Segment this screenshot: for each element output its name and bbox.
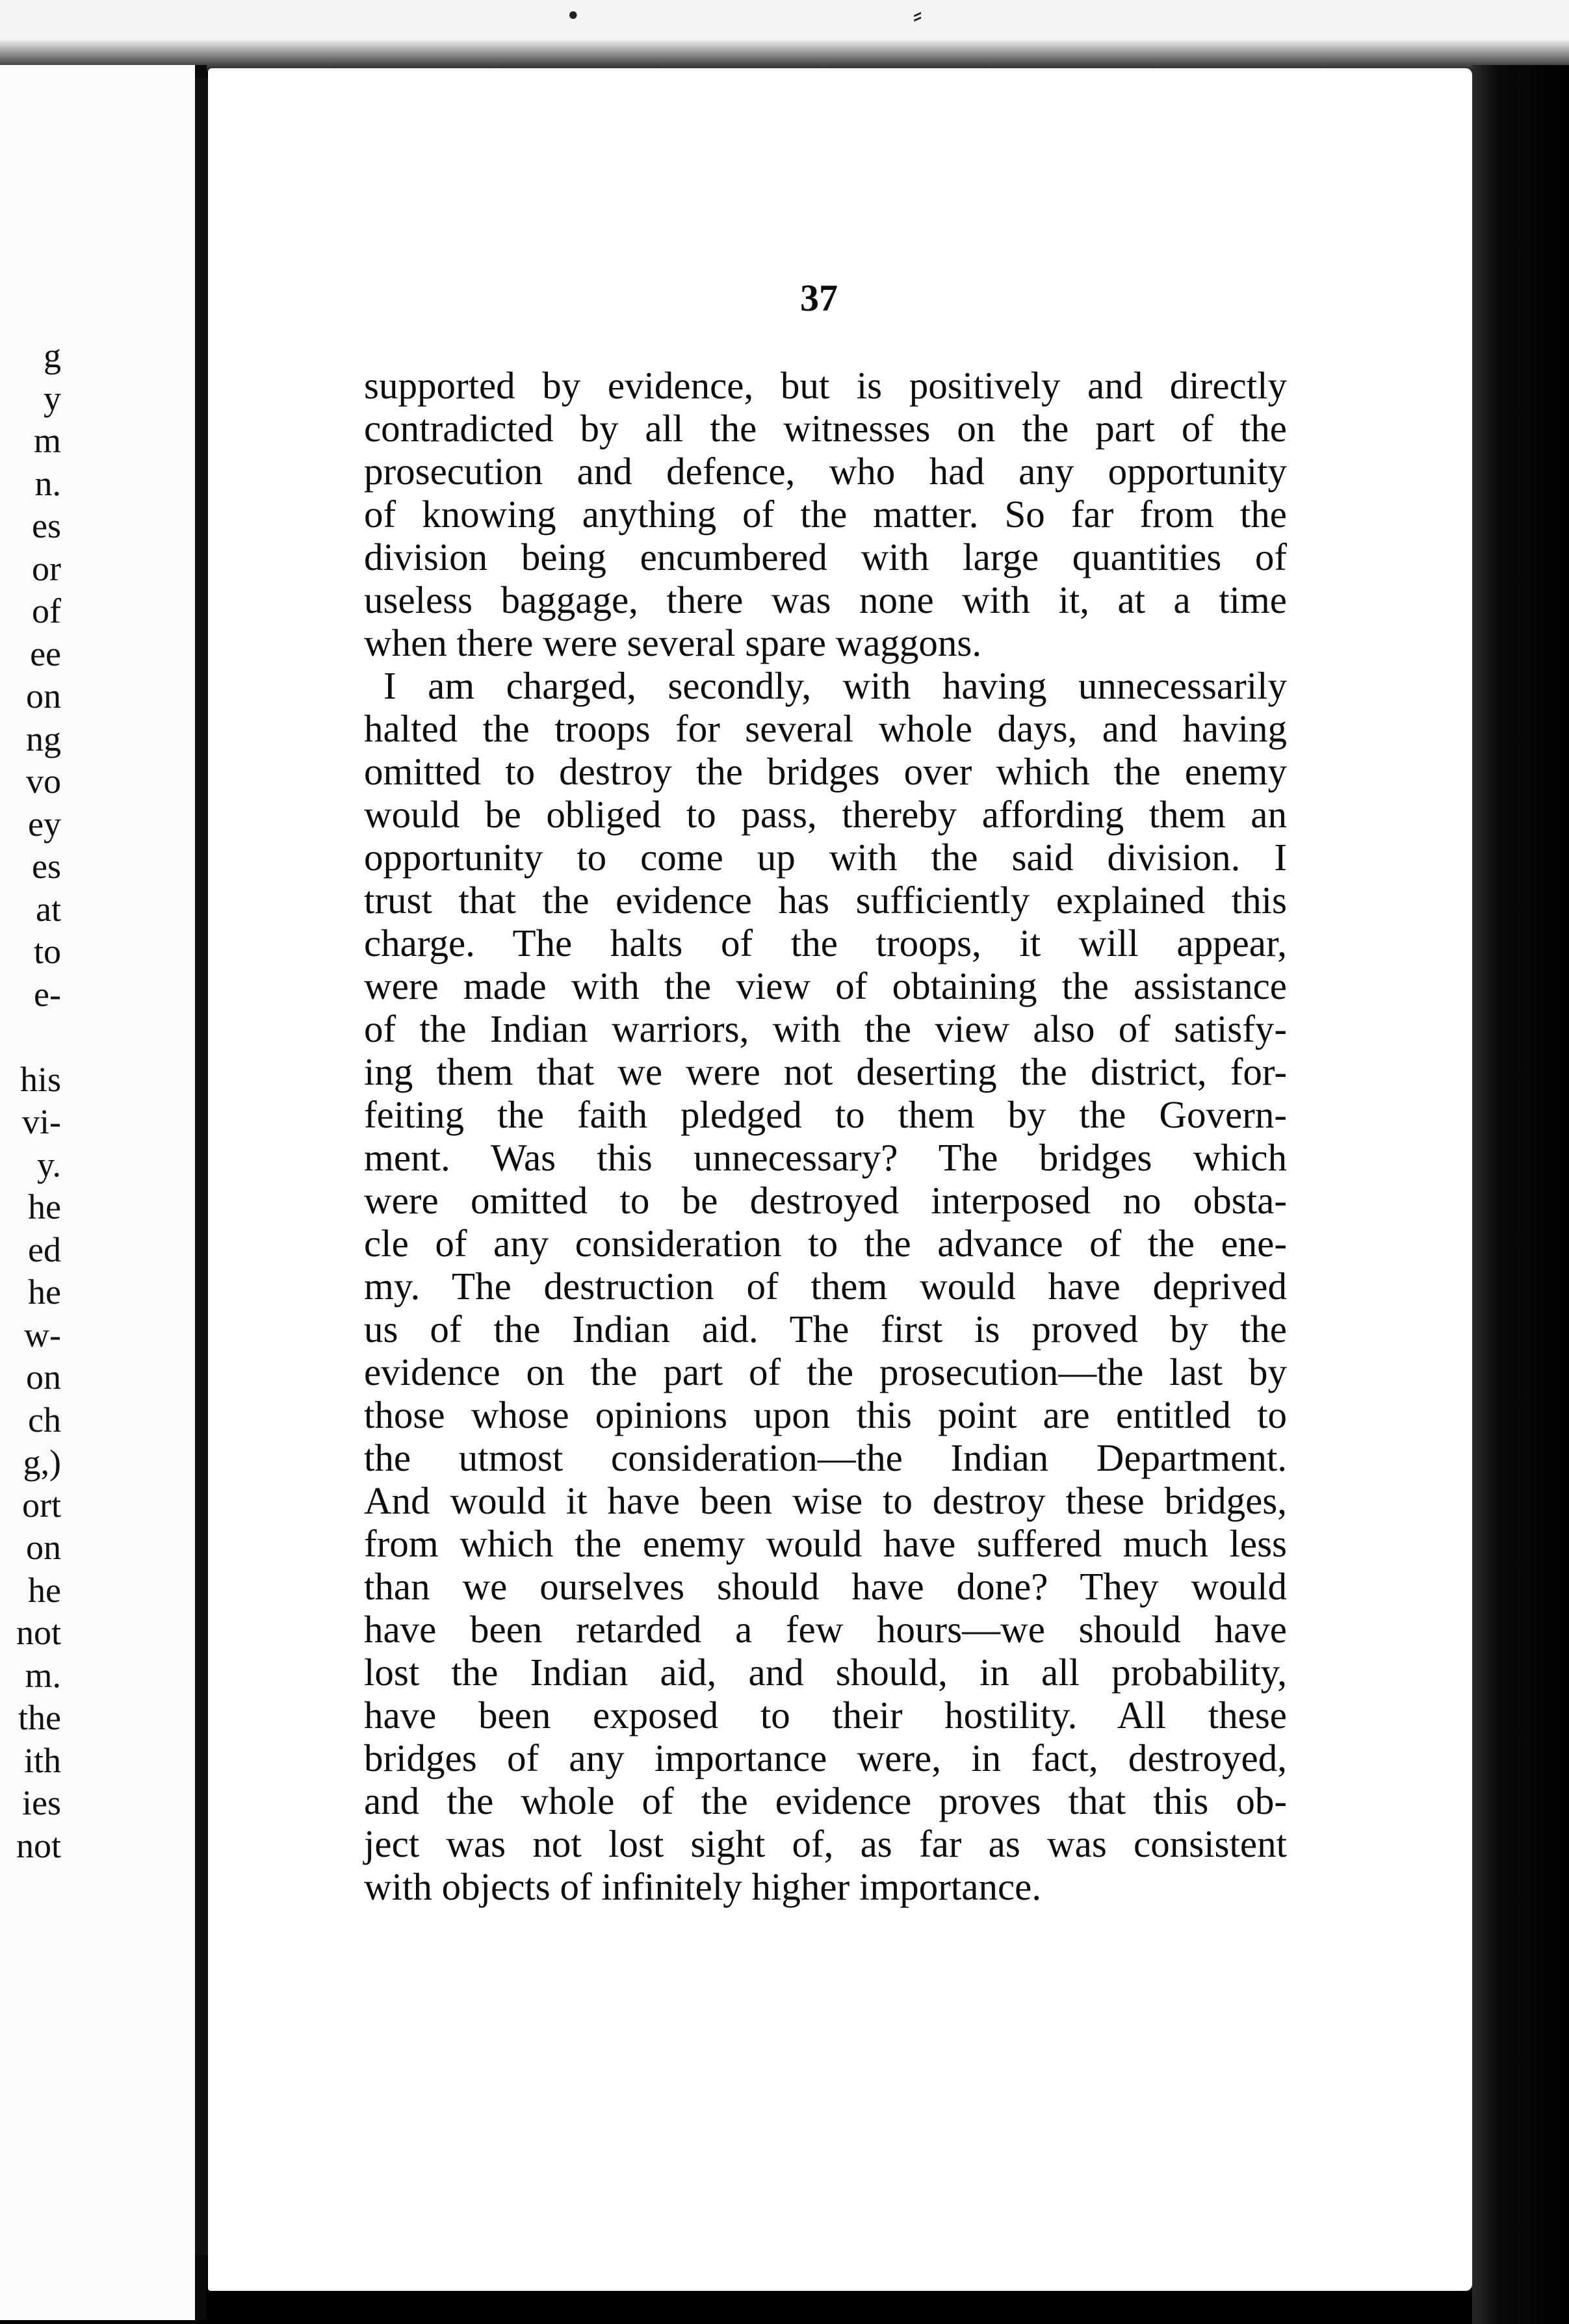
facing-page-fragment-text: ies <box>22 1783 61 1822</box>
facing-page-fragment-text: w- <box>24 1315 61 1354</box>
text-line: and the whole of the evidence proves that this ob- <box>364 1779 1287 1822</box>
text-line: those whose opinions upon this point are entitled to <box>364 1393 1287 1436</box>
text-line: I am charged, secondly, with having unnecessarily <box>383 664 1287 707</box>
scan-top-edge <box>0 0 1569 71</box>
scan-right-edge <box>1472 65 1569 2324</box>
text-line: contradicted by all the witnesses on the part of the <box>364 407 1287 450</box>
facing-page-fragment-text: y. <box>37 1145 61 1184</box>
text-line: evidence on the part of the prosecution—the last by <box>364 1350 1287 1393</box>
facing-page-fragment-text: g <box>44 336 61 375</box>
facing-page-fragment-text: vo <box>26 762 61 801</box>
facing-page-fragment-text: or <box>32 549 61 588</box>
text-line: ment. Was this unnecessary? The bridges which <box>364 1136 1287 1179</box>
facing-page-fragment-text: g,) <box>23 1443 61 1482</box>
text-line: were omitted to be destroyed interposed no obsta- <box>364 1179 1287 1222</box>
text-line: were made with the view of obtaining the assistance <box>364 964 1287 1007</box>
text-line: us of the Indian aid. The first is proved by the <box>364 1308 1287 1350</box>
text-line: opportunity to come up with the said division. I <box>364 836 1287 879</box>
facing-page-fragment-text: on <box>26 1528 61 1567</box>
facing-page-fragment-text: n. <box>34 464 61 503</box>
facing-page-fragment-text: ort <box>22 1486 61 1525</box>
text-line: bridges of any importance were, in fact, destroyed, <box>364 1737 1287 1779</box>
text-line: lost the Indian aid, and should, in all probability, <box>364 1651 1287 1694</box>
text-line: than we ourselves should have done? They would <box>364 1565 1287 1608</box>
book-gutter <box>195 78 209 2255</box>
text-line: useless baggage, there was none with it, at a time <box>364 578 1287 621</box>
text-line: have been exposed to their hostility. All these <box>364 1694 1287 1737</box>
facing-page-fragment-text: not <box>16 1826 61 1865</box>
facing-page-fragment-text: on <box>26 1358 61 1397</box>
facing-page-fragment-text: at <box>36 890 61 929</box>
facing-page-fragment-text: es <box>32 506 61 545</box>
text-line: of the Indian warriors, with the view also of satisfy- <box>364 1007 1287 1050</box>
facing-page-fragment-text: ith <box>23 1741 61 1780</box>
facing-page-fragment-text: he <box>28 1272 61 1311</box>
text-line: cle of any consideration to the advance of the ene- <box>364 1222 1287 1265</box>
text-line: ing them that we were not deserting the district, for- <box>364 1050 1287 1093</box>
facing-page-fragment-text: his <box>19 1060 61 1099</box>
facing-page-fragment-text: on <box>26 677 61 716</box>
facing-page-fragment-text: he <box>28 1571 61 1610</box>
facing-page-fragment-text: ch <box>28 1401 61 1440</box>
text-line: supported by evidence, but is positively and directly <box>364 364 1287 407</box>
page-number: 37 <box>800 277 838 319</box>
text-line: the utmost consideration—the Indian Department. <box>364 1436 1287 1479</box>
facing-page-fragment-text: m. <box>25 1656 61 1695</box>
text-line: my. The destruction of them would have deprived <box>364 1265 1287 1308</box>
text-line: trust that the evidence has sufficiently explained this <box>364 879 1287 922</box>
text-line: when there were several spare waggons. <box>364 621 982 664</box>
facing-page-fragment-text: m <box>33 421 61 460</box>
text-line: prosecution and defence, who had any opportunity <box>364 450 1287 493</box>
facing-page-fragment-text: vi- <box>22 1102 61 1141</box>
text-line: would be obliged to pass, thereby affording them an <box>364 793 1287 836</box>
text-line: have been retarded a few hours—we should have <box>364 1608 1287 1651</box>
facing-page-fragment-text: to <box>33 932 61 971</box>
facing-page-fragment-text: y <box>44 379 61 418</box>
scan-speck-mark: • <box>565 1 581 31</box>
scan-ink-mark: ⸗ <box>913 0 922 30</box>
facing-page-fragment-text: the <box>18 1698 61 1737</box>
text-line: of knowing anything of the matter. So far from the <box>364 493 1287 536</box>
facing-page-fragment <box>0 65 207 2320</box>
text-line: ject was not lost sight of, as far as was consistent <box>364 1822 1287 1865</box>
facing-page-fragment-text: ee <box>30 634 61 673</box>
text-line: And would it have been wise to destroy these bridges, <box>364 1479 1287 1522</box>
text-line: omitted to destroy the bridges over which the enemy <box>364 750 1287 793</box>
facing-page-fragment-text: of <box>32 591 61 630</box>
facing-page-fragment-text: ng <box>26 719 61 758</box>
facing-page-fragment-text: e- <box>34 975 61 1014</box>
facing-page-fragment-text: es <box>32 847 61 886</box>
text-line: halted the troops for several whole days, and having <box>364 707 1287 750</box>
facing-page-fragment-text: not <box>16 1613 61 1652</box>
facing-page-fragment-text: ed <box>28 1230 61 1269</box>
facing-page-fragment-text: ey <box>28 805 61 844</box>
text-line: charge. The halts of the troops, it will appear, <box>364 922 1287 964</box>
text-line: from which the enemy would have suffered much less <box>364 1522 1287 1565</box>
text-line: feiting the faith pledged to them by the Govern- <box>364 1093 1287 1136</box>
body-text <box>364 364 1287 1908</box>
facing-page-fragment-text: he <box>28 1187 61 1226</box>
text-line: division being encumbered with large quantities of <box>364 536 1287 578</box>
text-line: with objects of infinitely higher importance. <box>364 1865 1042 1908</box>
